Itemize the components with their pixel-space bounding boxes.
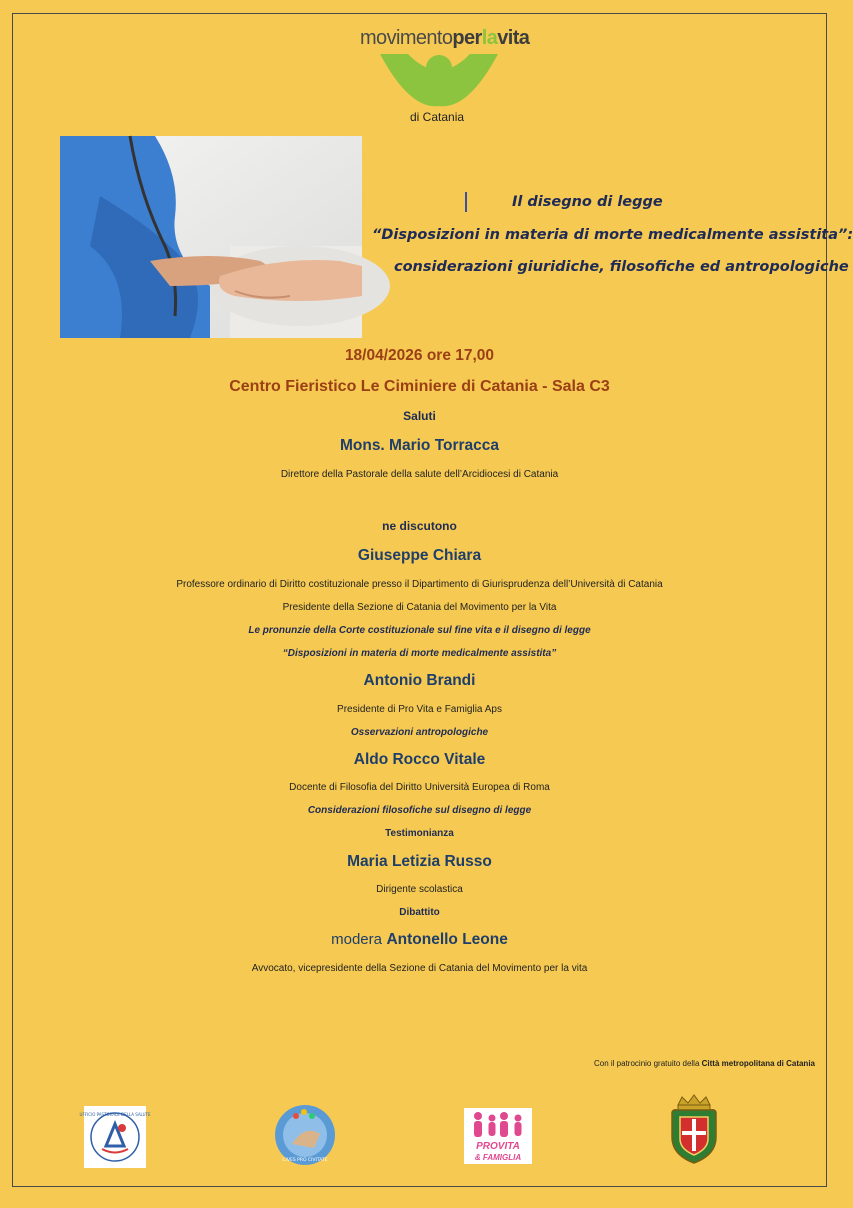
title-line3: considerazioni giuridiche, filosofiche ed antropologiche <box>394 259 849 275</box>
movimento-per-la-vita-wordmark: movimentoperlavita <box>360 27 530 49</box>
testimony-label: Testimonianza <box>385 828 454 839</box>
speaker1-talk1: Le pronunzie della Corte costituzionale sul fine vita e il disegno di legge <box>248 625 591 636</box>
discuss-label: ne discutono <box>382 519 457 533</box>
speaker1-name: Giuseppe Chiara <box>357 547 482 564</box>
patronage-note: Con il patrocinio gratuito della Città metropolitana di Catania <box>594 1059 815 1068</box>
speaker4-role: Dirigente scolastica <box>376 884 463 895</box>
cives-logo-text: CIVES PRO CIVITATE <box>282 1158 328 1163</box>
speaker3-role: Docente di Filosofia del Diritto Università Europea di Roma <box>289 782 550 793</box>
greeter-role: Direttore della Pastorale della salute dell’Arcidiocesi di Catania <box>280 469 559 480</box>
speaker2-talk: Osservazioni antropologiche <box>350 727 489 738</box>
event-date: 18/04/2026 ore 17,00 <box>344 347 495 364</box>
provita-famiglia-logo <box>464 1108 532 1169</box>
speaker3-name: Aldo Rocco Vitale <box>353 751 486 768</box>
pastorale-salute-logo <box>79 1106 151 1173</box>
nurse-holding-hand-photo <box>60 136 362 338</box>
citta-metropolitana-crest <box>668 1095 720 1170</box>
speaker4-name: Maria Letizia Russo <box>347 853 492 870</box>
title-line1: Il disegno di legge <box>512 194 663 210</box>
speaker1-talk2: “Disposizioni in materia di morte medicalmente assistita” <box>282 648 557 659</box>
speaker3-talk: Considerazioni filosofiche sul disegno di legge <box>307 805 532 816</box>
famiglia-text: & FAMIGLIA <box>474 1153 522 1162</box>
title-line2: “Disposizioni in materia di morte medicalmente assistita”: <box>372 227 853 243</box>
greetings-label: Saluti <box>403 409 436 423</box>
moderator-name: Antonello Leone <box>386 931 508 948</box>
logo-subtitle: di Catania <box>410 110 465 124</box>
speaker2-role: Presidente di Pro Vita e Famiglia Aps <box>337 704 502 715</box>
cives-pro-civitate-logo <box>274 1104 336 1171</box>
speaker1-role2: Presidente della Sezione di Catania del Movimento per la Vita <box>282 602 557 613</box>
moderator-role: Avvocato, vicepresidente della Sezione di Catania del Movimento per la vita <box>251 963 588 974</box>
moderator-prefix: modera <box>331 931 382 948</box>
movimento-vita-emblem-icon <box>378 50 500 108</box>
provita-text: PROVITA <box>476 1141 520 1152</box>
debate-label: Dibattito <box>399 907 440 918</box>
event-venue: Centro Fieristico Le Ciminiere di Catania - Sala C3 <box>229 378 610 395</box>
speaker2-name: Antonio Brandi <box>363 672 476 689</box>
moderator-line <box>12 931 827 949</box>
greeter-name: Mons. Mario Torracca <box>339 437 500 454</box>
speaker1-role1: Professore ordinario di Diritto costituzionale presso il Dipartimento di Giurisprudenza dell’Università di Catania <box>176 579 663 590</box>
pastorale-logo-text: UFFICIO PASTORALE DELLA SALUTE <box>79 1112 151 1117</box>
title-accent-bar <box>465 192 467 212</box>
